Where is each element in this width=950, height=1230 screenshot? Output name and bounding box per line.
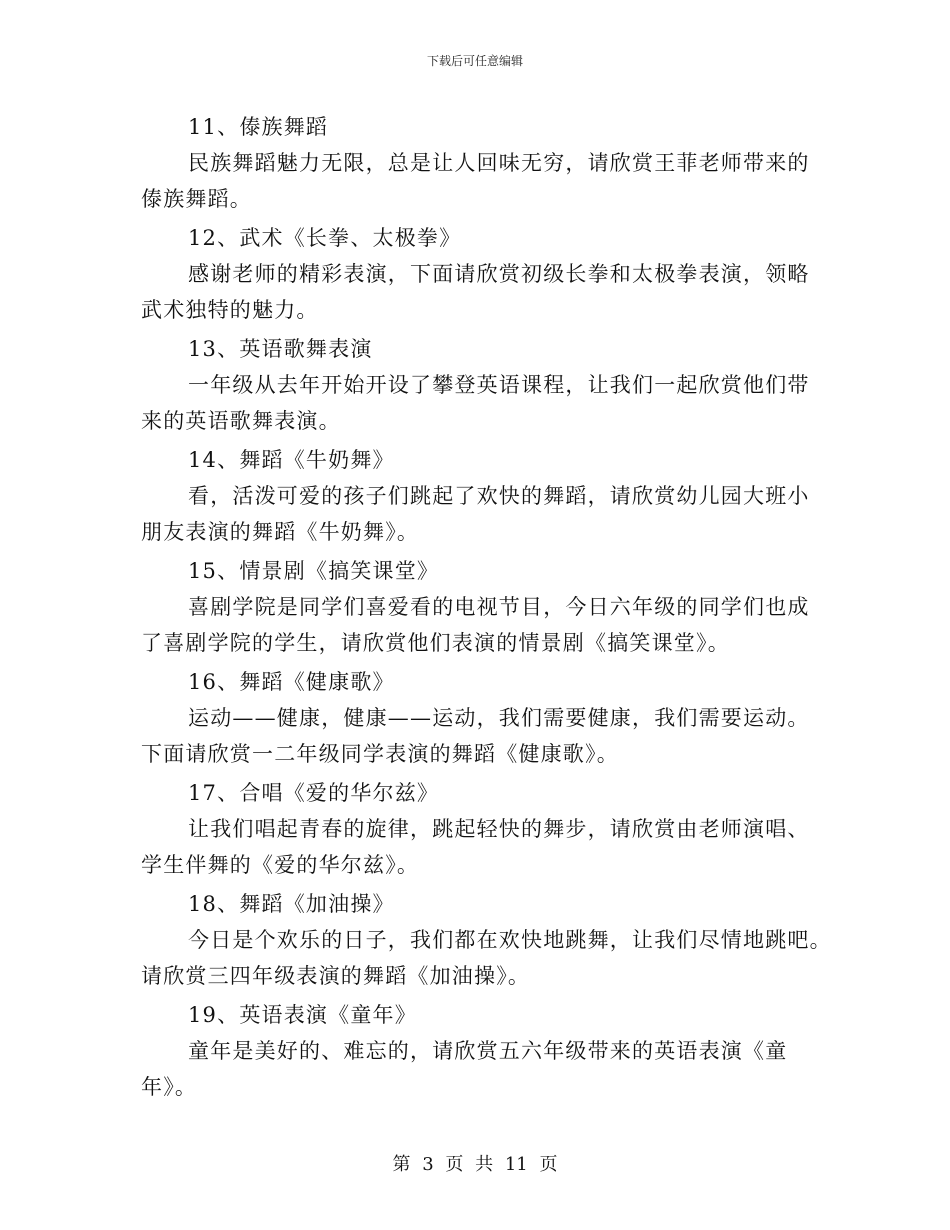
item-text-line: 一年级从去年开始开设了攀登英语课程，让我们一起欣赏他们带 (188, 373, 810, 397)
item-text-line: 民族舞蹈魅力无限，总是让人回味无穷，请欣赏王菲老师带来的 (188, 151, 810, 175)
item-text-line: 来的英语歌舞表演。 (141, 409, 341, 433)
item-heading: 19、英语表演《童年》 (188, 1003, 417, 1027)
item-text-line: 今日是个欢乐的日子，我们都在欢快地跳舞，让我们尽情地跳吧。 (188, 928, 832, 952)
item-text-line: 感谢老师的精彩表演，下面请欣赏初级长拳和太极拳表演，领略 (188, 262, 810, 286)
item-text-line: 童年是美好的、难忘的，请欣赏五六年级带来的英语表演《童 (188, 1039, 788, 1063)
item-text-line: 了喜剧学院的学生，请欣赏他们表演的情景剧《搞笑课堂》。 (141, 631, 730, 655)
item-text-line: 喜剧学院是同学们喜爱看的电视节目，今日六年级的同学们也成 (188, 595, 810, 619)
item-heading: 15、情景剧《搞笑课堂》 (188, 559, 440, 583)
item-text-line: 看，活泼可爱的孩子们跳起了欢快的舞蹈，请欣赏幼儿园大班小 (188, 484, 810, 508)
item-heading: 11、傣族舞蹈 (188, 115, 329, 139)
item-text-line: 傣族舞蹈。 (141, 187, 252, 211)
item-heading: 14、舞蹈《牛奶舞》 (188, 448, 395, 472)
item-text-line: 请欣赏三四年级表演的舞蹈《加油操》。 (141, 964, 531, 988)
page-number-footer: 第 3 页 共 11 页 (392, 1154, 558, 1175)
item-text-line: 下面请欣赏一二年级同学表演的舞蹈《健康歌》。 (141, 742, 619, 766)
item-heading: 18、舞蹈《加油操》 (188, 892, 395, 916)
item-heading: 17、合唱《爱的华尔兹》 (188, 781, 440, 805)
item-text-line: 年》。 (141, 1075, 198, 1099)
item-text-line: 武术独特的魅力。 (141, 298, 319, 322)
item-heading: 13、英语歌舞表演 (188, 337, 373, 361)
item-text-line: 学生伴舞的《爱的华尔兹》。 (141, 853, 420, 877)
item-text-line: 让我们唱起青春的旋律，跳起轻快的舞步，请欣赏由老师演唱、 (188, 817, 810, 841)
item-text-line: 运动——健康，健康——运动，我们需要健康，我们需要运动。 (188, 706, 810, 730)
download-note: 下载后可任意编辑 (426, 54, 523, 68)
item-text-line: 朋友表演的舞蹈《牛奶舞》。 (141, 520, 420, 544)
item-heading: 16、舞蹈《健康歌》 (188, 670, 395, 694)
item-heading: 12、武术《长拳、太极拳》 (188, 226, 462, 250)
